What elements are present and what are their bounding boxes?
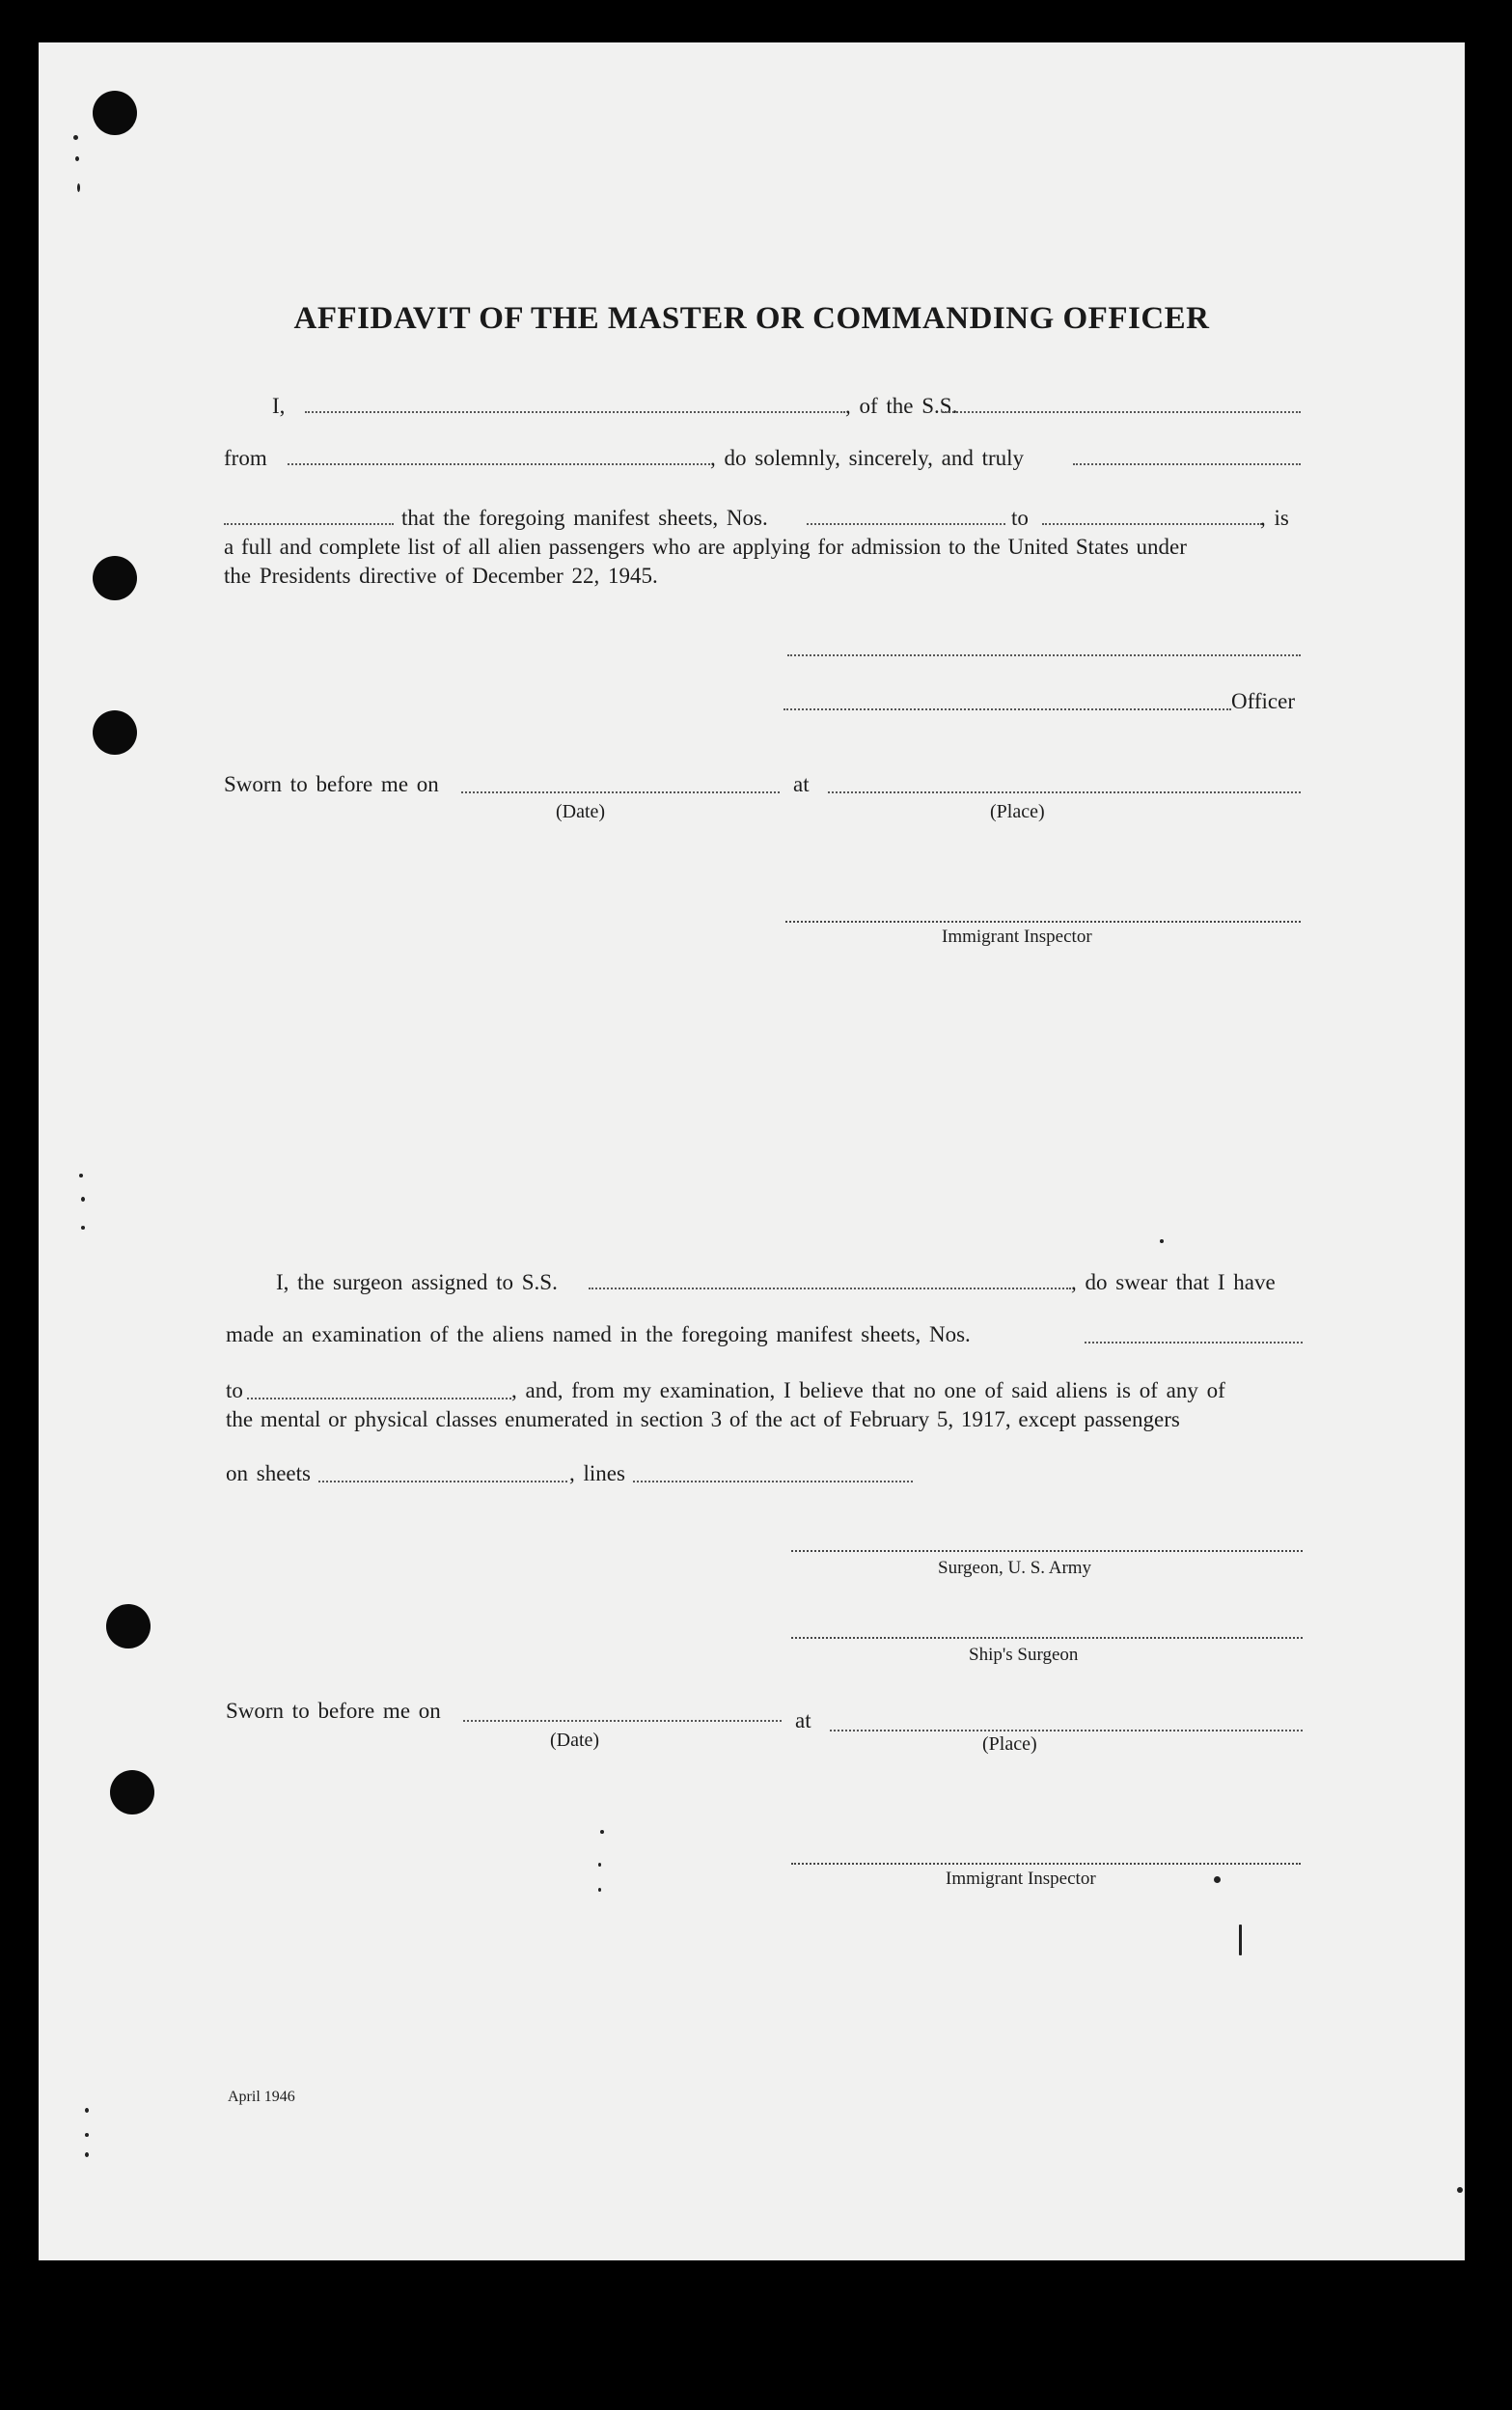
sworn-date-field-1[interactable] (461, 791, 780, 793)
surgeon-sheet-to-field[interactable] (247, 1398, 511, 1399)
officer-signature-field[interactable] (783, 708, 1231, 710)
speck-mark (1160, 1239, 1164, 1243)
surgeon-sheet-from-field[interactable] (1085, 1342, 1303, 1344)
speck-mark (598, 1888, 601, 1892)
inspector-signature-line-1[interactable] (785, 921, 1301, 923)
ship-name-field[interactable] (942, 411, 1301, 413)
punch-hole-4 (106, 1604, 151, 1648)
port-from-field[interactable] (288, 463, 710, 465)
surgeon-line-3-rest: , and, from my examination, I believe that no one of said aliens is of any of (511, 1378, 1225, 1402)
master-signature-field[interactable] (787, 654, 1301, 656)
punch-hole-3 (93, 710, 137, 755)
sworn-label-1: Sworn to before me on (224, 772, 439, 796)
sworn-place-field-1[interactable] (828, 791, 1301, 793)
place-caption-1: (Place) (990, 801, 1045, 822)
army-surgeon-signature-line[interactable] (791, 1550, 1303, 1552)
master-body-line-3: the Presidents directive of December 22, 1945. (224, 564, 658, 588)
sworn-date-field-2[interactable] (463, 1720, 782, 1722)
surgeon-army-label: Surgeon, U. S. Army (938, 1558, 1092, 1578)
surgeon-line-1-start: I, the surgeon assigned to S.S. (276, 1270, 558, 1294)
ship-surgeon-label: Ship's Surgeon (969, 1645, 1079, 1665)
i-label: I, (272, 394, 286, 418)
speck-mark (1214, 1876, 1221, 1883)
inspector-signature-line-2[interactable] (791, 1863, 1301, 1865)
surgeon-to-label: to (226, 1378, 243, 1402)
surgeon-line-1-end: , do swear that I have (1071, 1270, 1276, 1294)
sworn-label-2: Sworn to before me on (226, 1699, 441, 1723)
officer-label: Officer (1231, 689, 1295, 713)
speck-mark (1457, 2187, 1463, 2193)
speck-mark (79, 1174, 83, 1177)
sheet-from-field[interactable] (807, 523, 1005, 525)
manifest-sheets-label: that the foregoing manifest sheets, Nos. (401, 506, 768, 530)
punch-hole-5 (110, 1770, 154, 1814)
at-label-1: at (793, 772, 810, 796)
except-sheets-field[interactable] (318, 1481, 567, 1482)
lines-label: , lines (569, 1461, 625, 1485)
place-caption-2: (Place) (982, 1733, 1037, 1755)
solemnly-label: , do solemnly, sincerely, and truly (710, 446, 1025, 470)
speck-mark (85, 2133, 89, 2137)
speck-mark (77, 183, 80, 192)
surgeon-line-2: made an examination of the aliens named in the foregoing manifest sheets, Nos. (226, 1322, 971, 1346)
speck-mark (81, 1197, 85, 1202)
from-label: from (224, 446, 267, 470)
punch-hole-2 (93, 556, 137, 600)
sworn-place-field-2[interactable] (830, 1730, 1303, 1731)
oath-continuation-field[interactable] (224, 523, 394, 525)
form-title: AFFIDAVIT OF THE MASTER OR COMMANDING OFFICER (293, 301, 1210, 336)
is-label: , is (1260, 506, 1289, 530)
form-page (39, 42, 1465, 2260)
speck-mark (598, 1863, 601, 1867)
sheets-label: on sheets (226, 1461, 311, 1485)
date-caption-2: (Date) (550, 1730, 600, 1751)
sheet-to-field[interactable] (1042, 523, 1262, 525)
ship-surgeon-signature-line[interactable] (791, 1637, 1303, 1639)
speck-mark (600, 1830, 604, 1834)
speck-mark (81, 1226, 85, 1230)
date-caption-1: (Date) (556, 801, 606, 822)
master-body-line-2: a full and complete list of all alien passengers who are applying for admission to the United States under (224, 535, 1187, 559)
inspector-label-2: Immigrant Inspector (946, 1869, 1096, 1889)
sheet-to-label: to (1011, 506, 1029, 530)
oath-field[interactable] (1073, 463, 1301, 465)
speck-mark (1239, 1925, 1242, 1955)
speck-mark (75, 156, 79, 161)
surgeon-line-4: the mental or physical classes enumerated in section 3 of the act of February 5, 1917, except passengers (226, 1407, 1180, 1431)
form-date-footer: April 1946 (228, 2089, 295, 2105)
speck-mark (85, 2152, 89, 2157)
except-lines-field[interactable] (633, 1481, 913, 1482)
of-ss-label: , of the S.S. (845, 394, 958, 418)
at-label-2: at (795, 1708, 811, 1732)
surgeon-ship-field[interactable] (589, 1288, 1071, 1289)
master-name-field[interactable] (305, 411, 845, 413)
speck-mark (73, 135, 78, 140)
speck-mark (85, 2108, 89, 2113)
punch-hole-1 (93, 91, 137, 135)
inspector-label-1: Immigrant Inspector (942, 927, 1092, 947)
